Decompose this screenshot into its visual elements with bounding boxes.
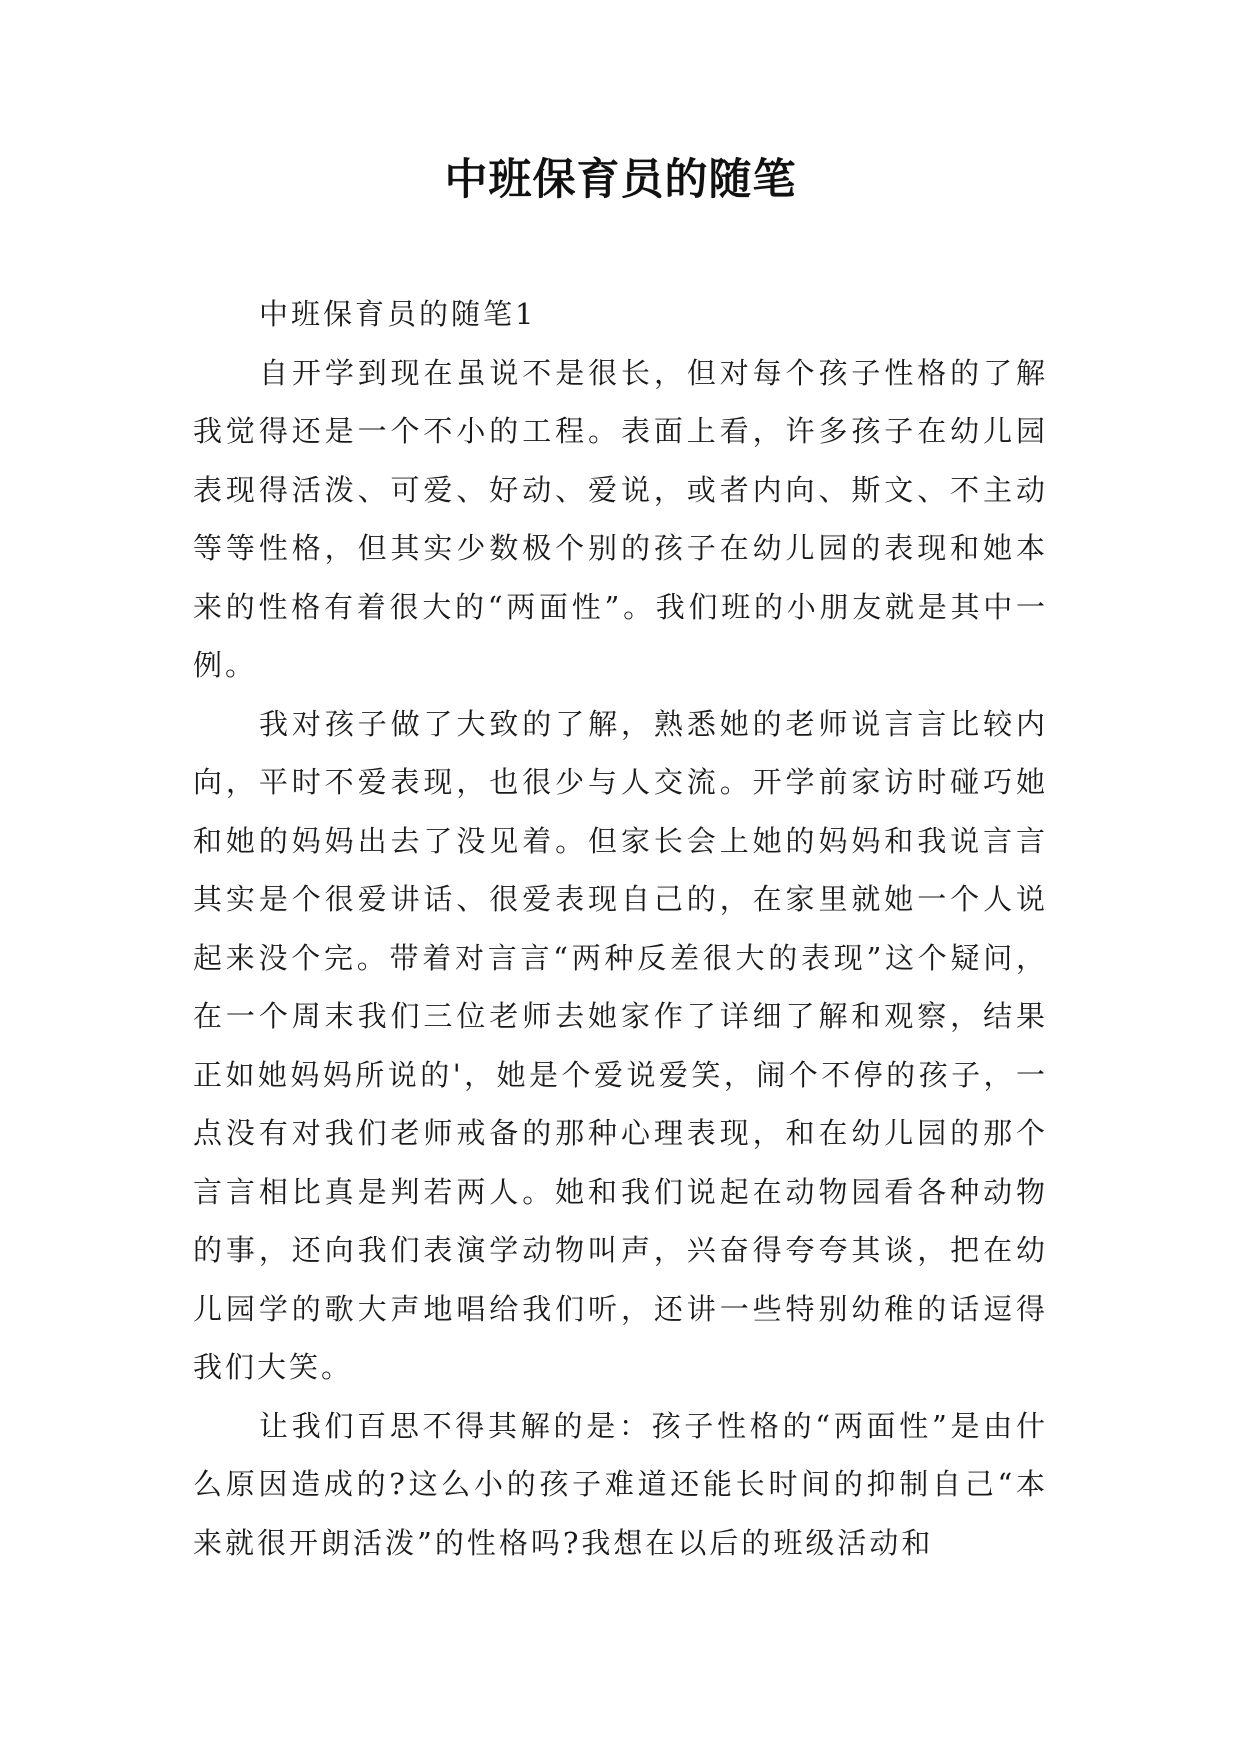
document-title: 中班保育员的随笔 xyxy=(444,155,797,205)
paragraph-3: 让我们百思不得其解的是：孩子性格的“两面性”是由什么原因造成的?这么小的孩子难道还能长时间的抑制自己“本来就很开朗活泼”的性格吗?我想在以后的班级活动和 xyxy=(193,1408,1048,1560)
paragraph-2: 我对孩子做了大致的了解，熟悉她的老师说言言比较内向，平时不爱表现，也很少与人交流。开学前家访时碰巧她和她的妈妈出去了没见着。但家长会上她的妈妈和我说言言其实是个很爱讲话、很爱表现自己的，在家里就她一个人说起来没个完。带着对言言“两种反差很大的表现”这个疑问，在一个周末我们三位老师去她家作了详细了解和观察，结果正如她妈妈所说的'，她是个爱说爱笑，闹个不停的孩子，一点没有对我们老师戒备的那种心理表现，和在幼儿园的那个言言相比真是判若两人。她和我们说起在动物园看各种动物的事，还向我们表演学动物叫声，兴奋得夸夸其谈，把在幼儿园学的歌大声地唱给我们听，还讲一些特别幼稚的话逗得我们大笑。 xyxy=(193,706,1048,1384)
paragraph-1: 自开学到现在虽说不是很长，但对每个孩子性格的了解我觉得还是一个不小的工程。表面上看，许多孩子在幼儿园表现得活泼、可爱、好动、爱说，或者内向、斯文、不主动等等性格，但其实少数极个别的孩子在幼儿园的表现和她本来的性格有着很大的“两面性”。我们班的小朋友就是其中一例。 xyxy=(193,355,1048,682)
document-body xyxy=(193,285,1048,1572)
section-heading: 中班保育员的随笔1 xyxy=(259,297,537,331)
